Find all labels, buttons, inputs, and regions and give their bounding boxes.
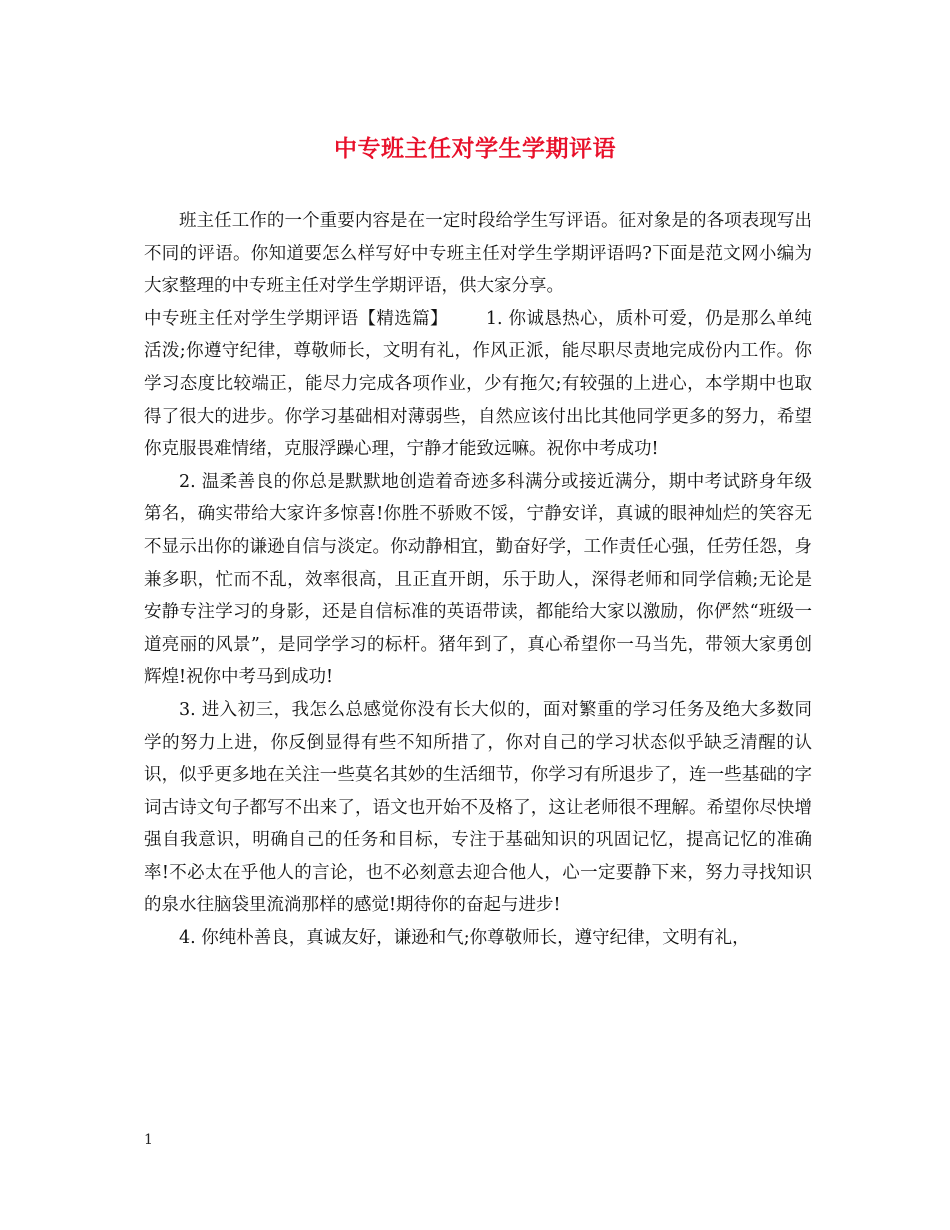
comment-item-1: 1. 你诚恳热心，质朴可爱，仍是那么单纯活泼;你遵守纪律，尊敬师长，文明有礼，作风正派，能尽职尽责地完成份内工作。你学习态度比较端正，能尽力完成各项作业，少有拖欠;有较强的上进心，本学期中也取得了很大的进步。你学习基础相对薄弱些，自然应该付出比其他同学更多的努力，希望你克服畏难情绪，克服浮躁心理，宁静才能致远嘛。祝你中考成功! <box>144 308 813 460</box>
comment-item-2: 2. 温柔善良的你总是默默地创造着奇迹多科满分或接近满分，期中考试跻身年级第名，确实带给大家许多惊喜!你胜不骄败不馁，宁静安详，真诚的眼神灿烂的笑容无不显示出你的谦逊自信与淡定。你动静相宜，勤奋好学，工作责任心强，任劳任怨，身兼多职，忙而不乱，效率很高，且正直开朗，乐于助人，深得老师和同学信赖;无论是安静专注学习的身影，还是自信标准的英语带读，都能给大家以激励，你俨然“班级一道亮丽的风景”，是同学学习的标杆。猪年到了，真心希望你一马当先，带领大家勇创辉煌!祝你中考马到成功! <box>144 471 812 688</box>
document-body <box>144 205 812 955</box>
section-paragraph <box>144 303 812 466</box>
intro-paragraph: 班主任工作的一个重要内容是在一定时段给学生写评语。征对象是的各项表现写出不同的评语。你知道要怎么样写好中专班主任对学生学期评语吗?下面是范文网小编为大家整理的中专班主任对学生学期评语，供大家分享。 <box>144 211 812 297</box>
section-heading: 中专班主任对学生学期评语【精选篇】 <box>144 308 448 329</box>
page-number: 1 <box>144 1132 153 1148</box>
comment-item-3: 3. 进入初三，我怎么总感觉你没有长大似的，面对繁重的学习任务及绝大多数同学的努力上进，你反倒显得有些不知所措了，你对自己的学习状态似乎缺乏清醒的认识，似乎更多地在关注一些莫名其妙的生活细节，你学习有所退步了，连一些基础的字词古诗文句子都写不出来了，语文也开始不及格了，这让老师很不理解。希望你尽快增强自我意识，明确自己的任务和目标，专注于基础知识的巩固记忆，提高记忆的准确率!不必太在乎他人的言论，也不必刻意去迎合他人，心一定要静下来，努力寻找知识的泉水往脑袋里流淌那样的感觉!期待你的奋起与进步! <box>144 699 812 916</box>
comment-item-4: 4. 你纯朴善良，真诚友好，谦逊和气;你尊敬师长，遵守纪律，文明有礼， <box>179 928 750 949</box>
document-title: 中专班主任对学生学期评语 <box>334 135 616 162</box>
